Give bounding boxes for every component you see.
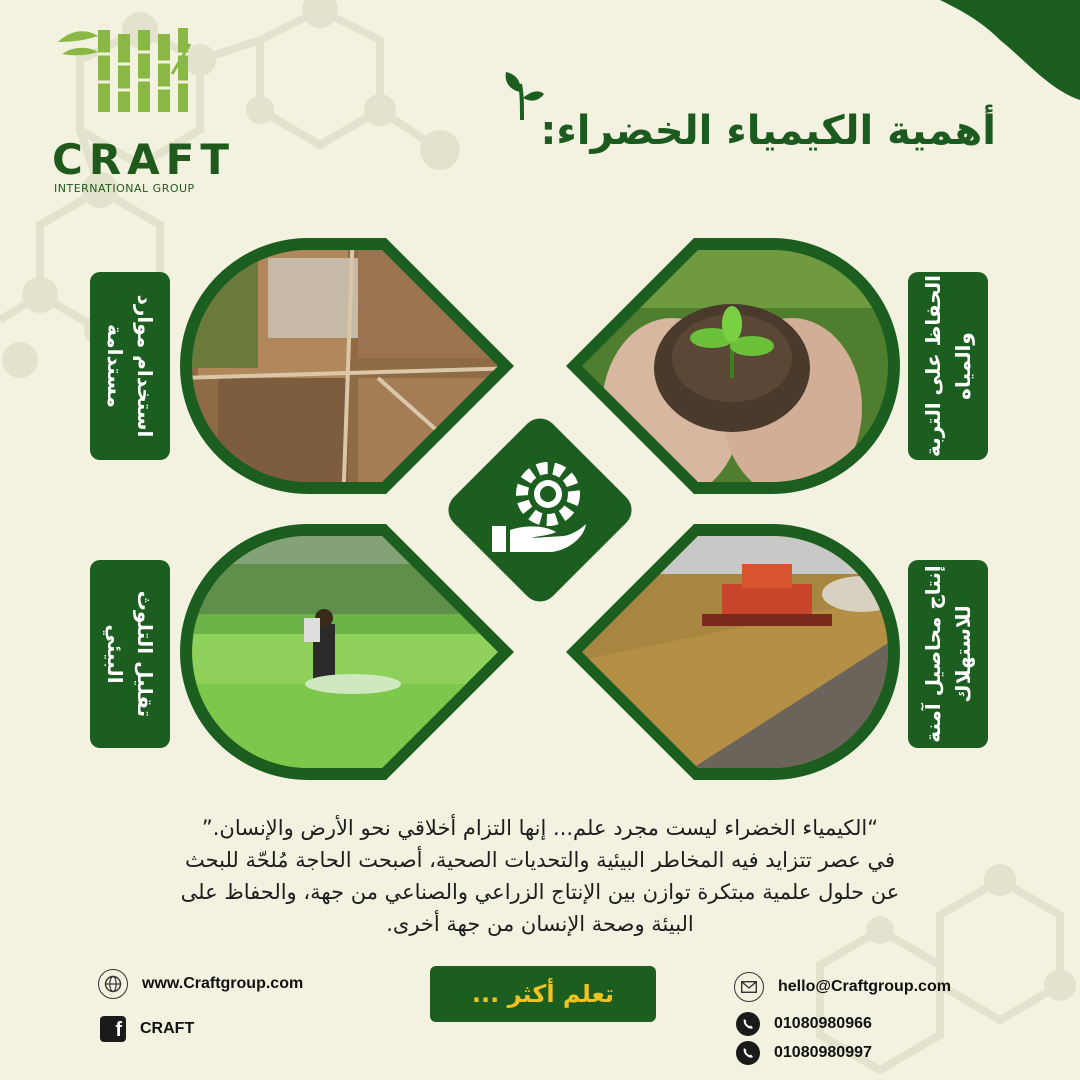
learn-more-button[interactable]: تعلم أكثر ... xyxy=(430,966,656,1022)
page-title: أهمية الكيمياء الخضراء: xyxy=(540,108,996,154)
card-label-safe-crops: إنتاج محاصيل آمنة للاستهلاك xyxy=(908,560,988,748)
phone-number-2[interactable]: 01080980997 xyxy=(774,1044,872,1061)
email-contact[interactable] xyxy=(734,972,951,1002)
center-diamond-badge xyxy=(436,406,644,614)
card-label-soil-water: الحفاظ على التربة والمياه xyxy=(908,272,988,460)
brand-name: CRAFT xyxy=(52,135,236,184)
facebook-contact[interactable] xyxy=(100,1016,194,1042)
sprout-icon xyxy=(500,70,546,122)
quote-paragraph xyxy=(60,812,1020,940)
card-label-reduce-pollution: تقليل التلوث البيئي xyxy=(90,560,170,748)
quote-line: عن حلول علمية مبتكرة توازن بين الإنتاج الزراعي والصناعي من جهة، والحفاظ على xyxy=(180,880,900,904)
email-text[interactable]: hello@Craftgroup.com xyxy=(778,978,951,995)
brand-tagline: INTERNATIONAL GROUP xyxy=(54,182,195,195)
website-text[interactable]: www.Craftgroup.com xyxy=(142,975,304,992)
envelope-icon xyxy=(734,972,764,1002)
whatsapp-icon xyxy=(736,1012,760,1036)
facebook-text[interactable]: CRAFT xyxy=(140,1020,195,1037)
card-label-sustainable-resources: استخدام موارد مستدامة xyxy=(90,272,170,460)
corner-decoration xyxy=(940,0,1080,110)
facebook-icon: f xyxy=(100,1016,126,1042)
globe-icon xyxy=(98,969,128,999)
phone-number-1[interactable]: 01080980966 xyxy=(774,1015,872,1032)
phone-icon xyxy=(736,1041,760,1065)
phone-contact[interactable] xyxy=(736,1041,872,1065)
website-contact[interactable] xyxy=(98,969,303,999)
bamboo-logo-icon xyxy=(52,24,192,114)
quote-line: في عصر تتزايد فيه المخاطر البيئية والتحديات الصحية، أصبحت الحاجة مُلحّة للبحث xyxy=(184,848,896,872)
quote-line: البيئة وصحة الإنسان من جهة أخرى. xyxy=(386,912,694,936)
brand-logo xyxy=(52,24,236,195)
whatsapp-contact[interactable] xyxy=(736,1012,872,1036)
quote-line: “الكيمياء الخضراء ليست مجرد علم... إنها التزام أخلاقي نحو الأرض والإنسان.” xyxy=(201,816,879,840)
